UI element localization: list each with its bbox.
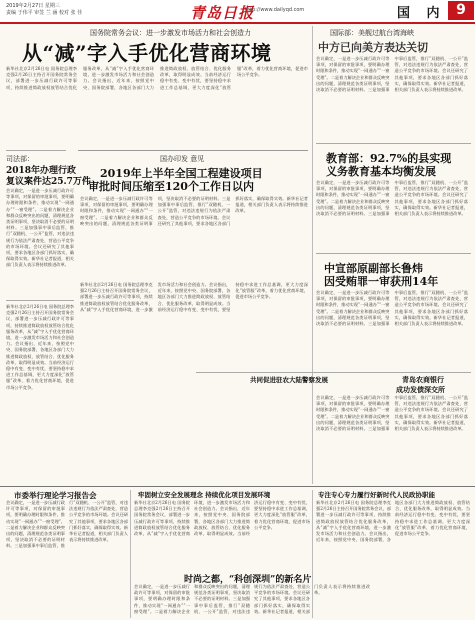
column-divider: [130, 490, 131, 618]
bottom-band-rule: [0, 486, 475, 487]
newspaper-logo: 青岛日报: [190, 4, 255, 22]
zhong-body: 会议确定，一是进一步压减行政许可等事项，对保留的审批事项，要明确办理时限和条件，推动实现“一网通办”“一窗受理”。二是着力解决企业和群众反映突出的问题，清理规范各类证明事项，坚决取消不必要的证明材料。三是加强事中事后监管，推行“双随机、一公开”监管，对违法违规行为依法严肃查处，营造公平竞争的市场环境。会议还研究了其他事项，要求各地区各部门抓好落实，确保取得实效。新华社记者报道，相关部门负责人表示将持续推进改革。: [316, 290, 468, 327]
bottom-col3-title: 专注专心专力履行好新时代人民政协职能: [318, 491, 435, 499]
bottom-col2-body: 新华社北京2月26日电 国务院总理李克强2月26日主持召开国务院常务会议，部署进一步压减行政许可等事项，持续推进简政放权放管结合优化服务改革，从“减”字入手优化营商环境，进一步激发市场活力和社会创造力。会议指出，近年来，按照党中央、国务院部署，各地区各部门大力推进简政放权、放管结合、优化服务改革，取得明显成效。当前经济运行稳中有变、变中有忧，要坚持稳中求进工作总基调，更大力度深化“放管服”改革，着力优化营商环境，促进市场公平竞争。: [134, 500, 310, 537]
divider: [316, 143, 471, 144]
divider: [196, 372, 471, 373]
midbar-left-title: 共同促进驻农大陆警察发展: [250, 376, 328, 384]
right-headline: 中方已向美方表达关切: [318, 41, 428, 54]
bottom-center-title: 时尚之都，“科创深圳”的新名片: [184, 575, 312, 585]
site-url[interactable]: http://www.dailyqd.com: [245, 7, 305, 13]
bottom-col2-title: 牢固树立安全发展理念 持续优化项目发展环境: [138, 491, 271, 499]
right-kicker: 国际部：美舰过航台湾海峡: [330, 29, 414, 37]
zhong-headline-2: 因受贿罪一审获刑14年: [324, 275, 439, 288]
center-headline-2: 审批时间压缩至120个工作日以内: [88, 180, 254, 193]
bottom-col1-title: 市委举行理论学习报告会: [14, 491, 97, 500]
date-line: 2019年2月27日 星期三: [6, 3, 60, 9]
bottom-col3-body: 新华社北京2月26日电 国务院总理李克强2月26日主持召开国务院常务会议，部署进一步压减行政许可等事项，持续推进简政放权放管结合优化服务改革，从“减”字入手优化营商环境，进一步激发市场活力和社会创造力。会议指出，近年来，按照党中央、国务院部署，各地区各部门大力推进简政放权、放管结合、优化服务改革，取得明显成效。当前经济运行稳中有变、变中有忧，要坚持稳中求进工作总基调，更大力度深化“放管服”改革，着力优化营商环境，促进市场公平竞争。: [316, 500, 470, 543]
section-name: 国 内: [397, 6, 446, 21]
bottom-center-body: 会议确定，一是进一步压减行政许可等事项，对保留的审批事项，要明确办理时限和条件，推动实现“一网通办”“一窗受理”。二是着力解决企业和群众反映突出的问题，清理规范各类证明事项，坚决取消不必要的证明材料。三是加强事中事后监管，推行“双随机、一公开”监管，对违法违规行为依法严肃查处，营造公平竞争的市场环境。会议还研究了其他事项，要求各地区各部门抓好落实，确保取得实效。新华社记者报道，相关部门负责人表示将持续推进改革。: [134, 584, 370, 614]
issue-meta: [6, 3, 82, 17]
midbar-right-title-2: 成功发债深交所: [396, 385, 445, 394]
lead-body: 新华社北京2月26日电 国务院总理李克强2月26日主持召开国务院常务会议，部署进一步压减行政许可等事项，持续推进简政放权放管结合优化服务改革，从“减”字入手优化营商环境，进一步激发市场活力和社会创造力。会议指出，近年来，按照党中央、国务院部署，各地区各部门大力推进简政放权、放管结合、优化服务改革，取得明显成效。当前经济运行稳中有变、变中有忧，要坚持稳中求进工作总基调，更大力度深化“放管服”改革，着力优化营商环境，促进市场公平竞争。: [6, 66, 308, 90]
editor-line: 责编 于伟平 审签 兰 涵 校对 张 佳: [6, 10, 83, 16]
leftmid-body: 会议确定，一是进一步压减行政许可等事项，对保留的审批事项，要明确办理时限和条件，推动实现“一网通办”“一窗受理”。二是着力解决企业和群众反映突出的问题，清理规范各类证明事项，坚决取消不必要的证明材料。三是加强事中事后监管，推行“双随机、一公开”监管，对违法违规行为依法严肃查处，营造公平竞争的市场环境。会议还研究了其他事项，要求各地区各部门抓好落实，确保取得实效。新华社记者报道，相关部门负责人表示将持续推进改革。: [6, 188, 74, 268]
divider: [6, 150, 66, 151]
page-number: 9: [448, 1, 474, 20]
right-top-body: 会议确定，一是进一步压减行政许可等事项，对保留的审批事项，要明确办理时限和条件，推动实现“一网通办”“一窗受理”。二是着力解决企业和群众反映突出的问题，清理规范各类证明事项，坚决取消不必要的证明材料。三是加强事中事后监管，推行“双随机、一公开”监管，对违法违规行为依法严肃查处，营造公平竞争的市场环境。会议还研究了其他事项，要求各地区各部门抓好落实，确保取得实效。新华社记者报道，相关部门负责人表示将持续推进改革。: [316, 56, 468, 93]
bottom-col1-body: 会议确定，一是进一步压减行政许可等事项，对保留的审批事项，要明确办理时限和条件，推动实现“一网通办”“一窗受理”。二是着力解决企业和群众反映突出的问题，清理规范各类证明事项，坚决取消不必要的证明材料。三是加强事中事后监管，推行“双随机、一公开”监管，对违法违规行为依法严肃查处，营造公平竞争的市场环境。会议还研究了其他事项，要求各地区各部门抓好落实，确保取得实效。新华社记者报道，相关部门负责人表示将持续推进改革。: [6, 500, 128, 549]
edu-headline: 教育部：92.7%的县实现: [326, 152, 452, 165]
column-divider: [312, 490, 313, 618]
center-body-lower: 新华社北京2月26日电 国务院总理李克强2月26日主持召开国务院常务会议，部署进一步压减行政许可等事项，持续推进简政放权放管结合优化服务改革，从“减”字入手优化营商环境，进一步激发市场活力和社会创造力。会议指出，近年来，按照党中央、国务院部署，各地区各部门大力推进简政放权、放管结合、优化服务改革，取得明显成效。当前经济运行稳中有变、变中有忧，要坚持稳中求进工作总基调，更大力度深化“放管服”改革，着力优化营商环境，促进市场公平竞争。: [80, 282, 308, 312]
divider: [6, 300, 74, 301]
midbar-right-title: 青岛农商银行: [402, 375, 444, 384]
center-body: 会议确定，一是进一步压减行政许可等事项，对保留的审批事项，要明确办理时限和条件，推动实现“一网通办”“一窗受理”。二是着力解决企业和群众反映突出的问题，清理规范各类证明事项，坚决取消不必要的证明材料。三是加强事中事后监管，推行“双随机、一公开”监管，对违法违规行为依法严肃查处，营造公平竞争的市场环境。会议还研究了其他事项，要求各地区各部门抓好落实，确保取得实效。新华社记者报道，相关部门负责人表示将持续推进改革。: [80, 196, 308, 226]
leftmid-kicker: 司法部：: [6, 155, 34, 163]
divider: [316, 253, 471, 254]
lead-headline: 从“减”字入手优化营商环境: [22, 41, 272, 65]
leftmid-headline: 2018年办理行政: [6, 166, 77, 176]
midbar-right-body: 会议确定，一是进一步压减行政许可等事项，对保留的审批事项，要明确办理时限和条件，推动实现“一网通办”“一窗受理”。二是着力解决企业和群众反映突出的问题，清理规范各类证明事项，坚决取消不必要的证明材料。三是加强事中事后监管，推行“双随机、一公开”监管，对违法违规行为依法严肃查处，营造公平竞争的市场环境。会议还研究了其他事项，要求各地区各部门抓好落实，确保取得实效。新华社记者报道，相关部门负责人表示将持续推进改革。: [316, 395, 468, 432]
edu-body: 会议确定，一是进一步压减行政许可等事项，对保留的审批事项，要明确办理时限和条件，推动实现“一网通办”“一窗受理”。二是着力解决企业和群众反映突出的问题，清理规范各类证明事项，坚决取消不必要的证明材料。三是加强事中事后监管，推行“双随机、一公开”监管，对违法违规行为依法严肃查处，营造公平竞争的市场环境。会议还研究了其他事项，要求各地区各部门抓好落实，确保取得实效。新华社记者报道，相关部门负责人表示将持续推进改革。: [316, 180, 468, 217]
lead-kicker: 国务院常务会议：进一步激发市场活力和社会创造力: [90, 29, 251, 37]
center-kicker: 国办印发 意见: [160, 155, 205, 163]
left-body-lower: 新华社北京2月26日电 国务院总理李克强2月26日主持召开国务院常务会议，部署进一步压减行政许可等事项，持续推进简政放权放管结合优化服务改革，从“减”字入手优化营商环境，进一步激发市场活力和社会创造力。会议指出，近年来，按照党中央、国务院部署，各地区各部门大力推进简政放权、放管结合、优化服务改革，取得明显成效。当前经济运行稳中有变、变中有忧，要坚持稳中求进工作总基调，更大力度深化“放管服”改革，着力优化营商环境，促进市场公平竞争。: [6, 304, 74, 390]
leftmid-headline-2: 复议案件达25.7万件: [6, 177, 91, 187]
column-divider: [312, 26, 313, 484]
center-headline: 2019年上半年全国工程建设项目: [100, 167, 263, 180]
edu-headline-2: 义务教育基本均衡发展: [326, 165, 436, 178]
zhong-headline: 中宣部原副部长鲁炜: [324, 262, 423, 275]
